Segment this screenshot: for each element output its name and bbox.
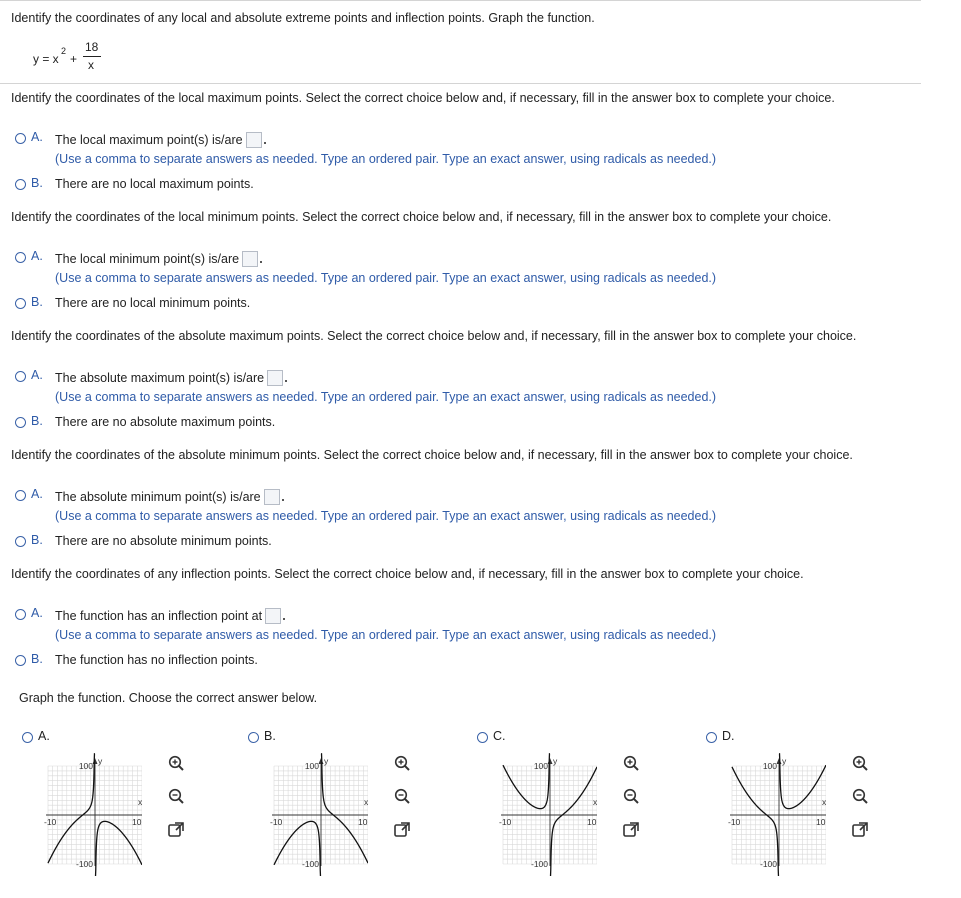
choice-b-text: There are no local minimum points.: [55, 296, 251, 310]
y-tick-bottom: -100: [759, 859, 777, 869]
question-prompt: Identify the coordinates of the local minimum points. Select the correct choice below and, if necessary, fill in the answer box to complete your choice.: [11, 210, 832, 224]
choice-a-text: [55, 370, 287, 386]
choice-a-label: The local maximum point(s) is/are: [55, 133, 243, 147]
popout-icon[interactable]: [851, 821, 869, 839]
popout-icon[interactable]: [393, 821, 411, 839]
answer-box[interactable]: [265, 608, 281, 624]
graph-option-c-letter: C.: [493, 729, 506, 743]
popout-icon[interactable]: [622, 821, 640, 839]
y-tick-top: 100: [533, 761, 548, 771]
y-axis-label: y: [98, 756, 103, 766]
x-tick-right: 10: [816, 817, 826, 827]
choice-b-radio[interactable]: [15, 536, 26, 547]
choice-a-label: The function has an inflection point at: [55, 609, 263, 623]
answer-box[interactable]: [264, 489, 280, 505]
choice-a-note: (Use a comma to separate answers as needed. Type an ordered pair. Type an exact answer, using radicals as needed.): [55, 152, 717, 166]
zoom-out-icon[interactable]: [393, 787, 411, 805]
choice-b-radio[interactable]: [15, 655, 26, 666]
answer-box[interactable]: [246, 132, 262, 148]
question-prompt: Identify the coordinates of any inflection points. Select the correct choice below and, if necessary, fill in the answer box to complete your choice.: [11, 567, 804, 581]
choice-a-letter: A.: [31, 249, 43, 263]
equation-lhs: y = x: [33, 52, 59, 66]
y-tick-bottom: -100: [301, 859, 319, 869]
equation-denominator: x: [88, 58, 94, 72]
graph-option-d-letter: D.: [722, 729, 735, 743]
choice-a-text: [55, 251, 262, 267]
y-axis-label: y: [782, 756, 787, 766]
y-tick-top: 100: [762, 761, 777, 771]
zoom-in-icon[interactable]: [622, 754, 640, 772]
choice-b-radio[interactable]: [15, 179, 26, 190]
x-tick-left: -10: [499, 817, 512, 827]
choice-a-text: [55, 489, 284, 505]
x-axis-label: x: [593, 797, 597, 807]
choice-b-text: There are no local maximum points.: [55, 177, 254, 191]
y-tick-top: 100: [304, 761, 319, 771]
x-tick-right: 10: [132, 817, 142, 827]
x-axis-label: x: [822, 797, 826, 807]
choice-a-radio[interactable]: [15, 371, 26, 382]
choice-a-text: [55, 608, 285, 624]
choice-b-letter: B.: [31, 176, 43, 190]
y-axis-label: y: [324, 756, 329, 766]
choice-a-note: (Use a comma to separate answers as needed. Type an ordered pair. Type an exact answer, using radicals as needed.): [55, 509, 717, 523]
top-divider: [0, 0, 921, 1]
answer-box[interactable]: [267, 370, 283, 386]
choice-b-text: The function has no inflection points.: [55, 653, 258, 667]
choice-b-text: There are no absolute minimum points.: [55, 534, 272, 548]
x-tick-left: -10: [270, 817, 283, 827]
y-tick-bottom: -100: [75, 859, 93, 869]
choice-a-note: (Use a comma to separate answers as needed. Type an ordered pair. Type an exact answer, using radicals as needed.): [55, 390, 717, 404]
graph-option-b-radio[interactable]: [248, 732, 259, 743]
x-tick-left: -10: [728, 817, 741, 827]
choice-a-letter: A.: [31, 130, 43, 144]
question-prompt: Identify the coordinates of the absolute minimum points. Select the correct choice below and, if necessary, fill in the answer box to complete your choice.: [11, 448, 853, 462]
choice-b-radio[interactable]: [15, 298, 26, 309]
graph-svg: [42, 752, 142, 876]
y-axis-arrow: [93, 758, 98, 764]
choice-b-radio[interactable]: [15, 417, 26, 428]
choice-b-letter: B.: [31, 652, 43, 666]
choice-a-text: [55, 132, 266, 148]
y-axis-arrow: [319, 758, 324, 764]
fraction-bar: [83, 56, 101, 57]
choice-a-note: (Use a comma to separate answers as needed. Type an ordered pair. Type an exact answer, using radicals as needed.): [55, 628, 717, 642]
choice-b-letter: B.: [31, 295, 43, 309]
answer-box[interactable]: [242, 251, 258, 267]
graph-svg: [497, 752, 597, 876]
choice-a-radio[interactable]: [15, 490, 26, 501]
choice-b-text: There are no absolute maximum points.: [55, 415, 276, 429]
equation-numerator: 18: [85, 40, 99, 54]
zoom-out-icon[interactable]: [622, 787, 640, 805]
graph-option-b-letter: B.: [264, 729, 276, 743]
zoom-out-icon[interactable]: [167, 787, 185, 805]
choice-a-radio[interactable]: [15, 252, 26, 263]
choice-a-letter: A.: [31, 606, 43, 620]
y-tick-bottom: -100: [530, 859, 548, 869]
instruction-text: Identify the coordinates of any local and absolute extreme points and inflection points. Graph the function.: [11, 11, 595, 25]
graph-option-a-radio[interactable]: [22, 732, 33, 743]
graph-svg: [268, 752, 368, 876]
zoom-in-icon[interactable]: [393, 754, 411, 772]
choice-b-letter: B.: [31, 533, 43, 547]
y-axis-label: y: [553, 756, 558, 766]
y-axis-arrow: [548, 758, 553, 764]
choice-a-label: The absolute maximum point(s) is/are: [55, 371, 265, 385]
x-tick-left: -10: [44, 817, 57, 827]
graph-option-b[interactable]: [268, 752, 368, 876]
graph-option-d-radio[interactable]: [706, 732, 717, 743]
graph-option-c[interactable]: [497, 752, 597, 876]
x-axis-label: x: [364, 797, 368, 807]
choice-a-radio[interactable]: [15, 609, 26, 620]
x-tick-right: 10: [587, 817, 597, 827]
choice-a-label: The local minimum point(s) is/are: [55, 252, 240, 266]
equation: [33, 40, 113, 76]
popout-icon[interactable]: [167, 821, 185, 839]
choice-a-note: (Use a comma to separate answers as needed. Type an ordered pair. Type an exact answer, using radicals as needed.): [55, 271, 717, 285]
equation-plus: +: [70, 52, 78, 66]
choice-a-radio[interactable]: [15, 133, 26, 144]
section-divider: [0, 83, 921, 84]
zoom-in-icon[interactable]: [851, 754, 869, 772]
choice-b-letter: B.: [31, 414, 43, 428]
zoom-out-icon[interactable]: [851, 787, 869, 805]
graph-option-a[interactable]: [42, 752, 142, 876]
graph-svg: [726, 752, 826, 876]
x-axis-label: x: [138, 797, 142, 807]
question-prompt: Identify the coordinates of the absolute maximum points. Select the correct choice below and, if necessary, fill in the answer box to complete your choice.: [11, 329, 857, 343]
graph-option-a-letter: A.: [38, 729, 50, 743]
choice-a-label: The absolute minimum point(s) is/are: [55, 490, 261, 504]
choice-a-letter: A.: [31, 487, 43, 501]
graph-option-c-radio[interactable]: [477, 732, 488, 743]
y-axis-arrow: [777, 758, 782, 764]
graph-option-d[interactable]: [726, 752, 826, 876]
graph-prompt: Graph the function. Choose the correct answer below.: [19, 691, 318, 705]
equation-exponent: 2: [61, 46, 67, 56]
question-prompt: Identify the coordinates of the local maximum points. Select the correct choice below and, if necessary, fill in the answer box to complete your choice.: [11, 91, 835, 105]
zoom-in-icon[interactable]: [167, 754, 185, 772]
y-tick-top: 100: [78, 761, 93, 771]
x-tick-right: 10: [358, 817, 368, 827]
choice-a-letter: A.: [31, 368, 43, 382]
